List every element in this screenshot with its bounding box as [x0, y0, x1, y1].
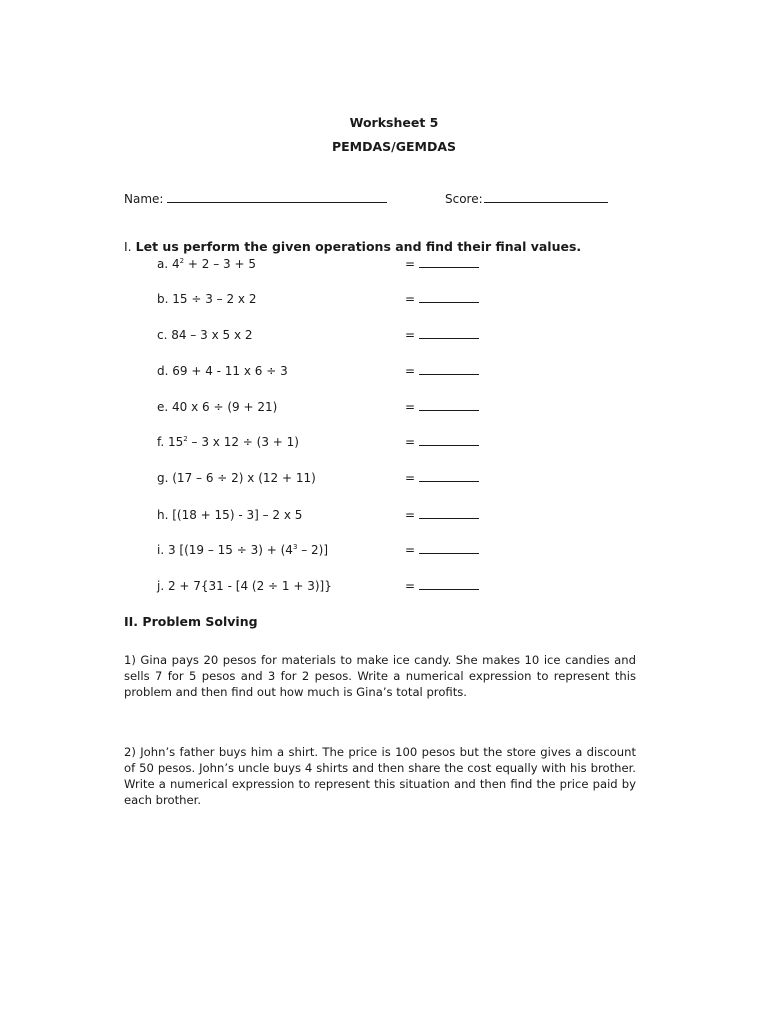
- answer-blank: [405, 257, 479, 271]
- answer-blank: [405, 292, 479, 306]
- answer-blank: [405, 400, 479, 414]
- answer-blank: [405, 435, 479, 449]
- answer-line: [419, 508, 479, 519]
- exercise-item: [0, 364, 768, 380]
- exercise-expression: e. 40 x 6 ÷ (9 + 21): [157, 400, 278, 414]
- answer-line: [419, 435, 479, 446]
- exercise-item: [0, 292, 768, 308]
- exercise-item: [0, 508, 768, 524]
- answer-blank: [405, 364, 479, 378]
- exercise-item: [0, 328, 768, 344]
- name-field: [124, 191, 387, 206]
- exercise-expression: f. $15^2 - 3$ x 12 ÷ (3 + 1): [157, 435, 299, 449]
- exercise-item: [0, 435, 768, 451]
- exercise-expression: g. (17 – 6 ÷ 2) x (12 + 11): [157, 471, 316, 485]
- score-blank: [484, 191, 608, 203]
- exercise-expression: j. 2 + 7{31 - [4 (2 ÷ 1 + 3)]}: [157, 579, 332, 593]
- worksheet-subtitle: PEMDAS/GEMDAS: [331, 139, 457, 154]
- equals-sign: =: [405, 435, 416, 449]
- name-label: Name:: [124, 192, 164, 206]
- exercise-expression: h. [(18 + 15) - 3] – 2 x 5: [157, 508, 303, 522]
- equals-sign: =: [405, 292, 416, 306]
- equals-sign: =: [405, 543, 416, 557]
- score-field: [445, 191, 608, 206]
- answer-line: [419, 471, 479, 482]
- score-label: Score:: [445, 192, 483, 206]
- equals-sign: =: [405, 257, 416, 271]
- exercise-expression: a. $4^2 + 2 - 3 + 5$: [157, 257, 256, 271]
- exercise-item: [0, 579, 768, 595]
- equals-sign: =: [405, 471, 416, 485]
- name-blank: [167, 191, 387, 203]
- answer-line: [419, 364, 479, 375]
- exercise-item: [0, 257, 768, 273]
- exercise-expression: b. 15 ÷ 3 – 2 x 2: [157, 292, 257, 306]
- exercise-expression: d. 69 + 4 - 11 x 6 ÷ 3: [157, 364, 288, 378]
- equals-sign: =: [405, 508, 416, 522]
- answer-blank: [405, 328, 479, 342]
- answer-line: [419, 400, 479, 411]
- section2-heading: II. Problem Solving: [124, 614, 258, 629]
- exercise-item: [0, 543, 768, 559]
- exercise-item: [0, 471, 768, 487]
- worksheet-title: Worksheet 5: [349, 115, 439, 130]
- equals-sign: =: [405, 579, 416, 593]
- problem-1: 1) Gina pays 20 pesos for materials to make ice candy. She makes 10 ice candies and sells 7 for 5 pesos and 3 for 2 pesos. Write a numerical expression to represent this problem and then find out how much is Gina’s total profits.: [124, 653, 636, 699]
- answer-line: [419, 579, 479, 590]
- answer-blank: [405, 471, 479, 485]
- equals-sign: =: [405, 328, 416, 342]
- section1-text: Let us perform the given operations and find their final values.: [135, 239, 582, 254]
- exercise-item: [0, 400, 768, 416]
- problem-2: 2) John’s father buys him a shirt. The price is 100 pesos but the store gives a discount of 50 pesos. John’s uncle buys 4 shirts and then share the cost equally with his brother. Write a numerical expression to represent this situation and then find the price paid by each brother.: [124, 745, 636, 807]
- answer-blank: [405, 579, 479, 593]
- equals-sign: =: [405, 364, 416, 378]
- exercise-expression: i. 3 $[(19 - 15 \div 3) + (4^3 - 2)]$: [157, 543, 329, 557]
- section1-number: I.: [124, 239, 132, 254]
- answer-line: [419, 543, 479, 554]
- exercise-expression: c. 84 – 3 x 5 x 2: [157, 328, 253, 342]
- answer-blank: [405, 508, 479, 522]
- section1-instruction: [124, 239, 581, 254]
- answer-line: [419, 328, 479, 339]
- answer-line: [419, 292, 479, 303]
- equals-sign: =: [405, 400, 416, 414]
- answer-blank: [405, 543, 479, 557]
- answer-line: [419, 257, 479, 268]
